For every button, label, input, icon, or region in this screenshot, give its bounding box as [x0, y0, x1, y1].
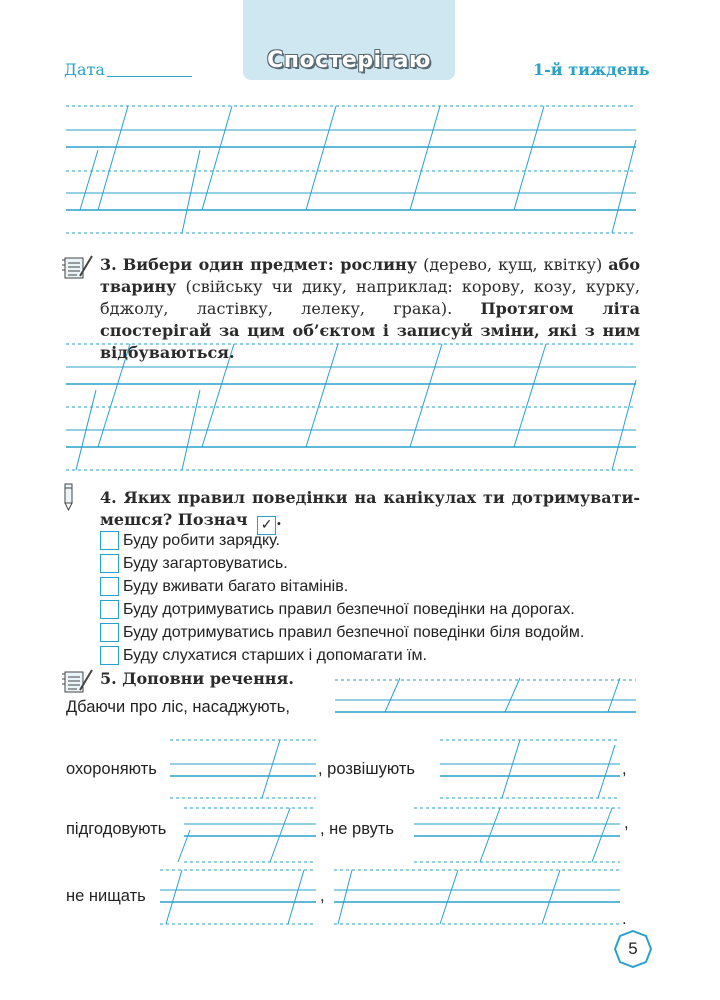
- option-row: [100, 598, 584, 621]
- option-checkbox[interactable]: [100, 623, 119, 642]
- task4-q1: Яких правил поведінки на канікулах ти дотримувати-: [123, 488, 640, 507]
- option-label: Буду дотримуватись правил безпечної поведінки біля водойм.: [123, 623, 585, 641]
- task5-number: 5.: [100, 669, 117, 688]
- comma: ,: [624, 814, 629, 832]
- sample-checked-box: ✓: [257, 516, 276, 535]
- word-feed: підгодовують: [66, 820, 167, 838]
- notebook-icon: [62, 666, 96, 696]
- task3-normal2: (свійську чи дику, наприклад: корову, козу, курку, бджолу, ластівку, лелеку, грака).: [100, 277, 640, 318]
- option-checkbox[interactable]: [100, 646, 119, 665]
- option-label: Буду загартовуватись.: [123, 554, 288, 572]
- word-notdestroy: не нищать: [66, 887, 146, 905]
- final-period: .: [622, 910, 627, 928]
- option-checkbox[interactable]: [100, 600, 119, 619]
- sentence-start: Дбаючи про ліс, насаджують,: [66, 698, 290, 716]
- task5-heading: [100, 669, 294, 688]
- option-label: Буду дотримуватись правил безпечної поведінки на дорогах.: [123, 600, 575, 618]
- option-row: [100, 644, 584, 667]
- option-checkbox[interactable]: [100, 554, 119, 573]
- task4-q2: мешся? Познач: [100, 510, 248, 529]
- task4-options: [100, 529, 584, 667]
- task3-number: 3.: [100, 255, 117, 274]
- option-checkbox[interactable]: [100, 577, 119, 596]
- option-label: Буду слухатися старших і допомагати їм.: [123, 646, 427, 664]
- task3-normal1: (дерево, кущ, квітку): [423, 255, 603, 274]
- pencil-icon: [62, 482, 76, 512]
- task3-bold3: Протягом літа спостерігай за цим об’єктом і записуй зміни, які з ним відбуваються.: [100, 299, 641, 362]
- option-row: [100, 552, 584, 575]
- date-label: Дата: [64, 60, 105, 79]
- task3-text: [100, 254, 640, 364]
- word-hang: , розвішують: [318, 760, 415, 778]
- option-row: [100, 575, 584, 598]
- week-label: 1-й тиждень: [533, 60, 650, 79]
- task3-bold1: Вибери один предмет: рослину: [122, 255, 417, 274]
- task4-number: 4.: [100, 488, 117, 507]
- task5-title: Доповни речення.: [122, 669, 294, 688]
- word-nottear: , не рвуть: [320, 820, 395, 838]
- task4-period: .: [276, 510, 282, 529]
- task4-question: [100, 487, 640, 535]
- option-label: Буду робити зарядку.: [123, 531, 280, 549]
- page-number: 5: [628, 939, 638, 958]
- option-row: [100, 529, 584, 552]
- task3-bold2: або тварину: [100, 255, 641, 296]
- option-row: [100, 621, 584, 644]
- word-protect: охороняють: [66, 760, 157, 778]
- comma: ,: [622, 760, 627, 778]
- notebook-icon: [62, 252, 96, 282]
- option-label: Буду вживати багато вітамінів.: [123, 577, 349, 595]
- section-title: Спостерігаю: [267, 48, 431, 73]
- comma: ,: [320, 887, 325, 905]
- option-checkbox[interactable]: [100, 531, 119, 550]
